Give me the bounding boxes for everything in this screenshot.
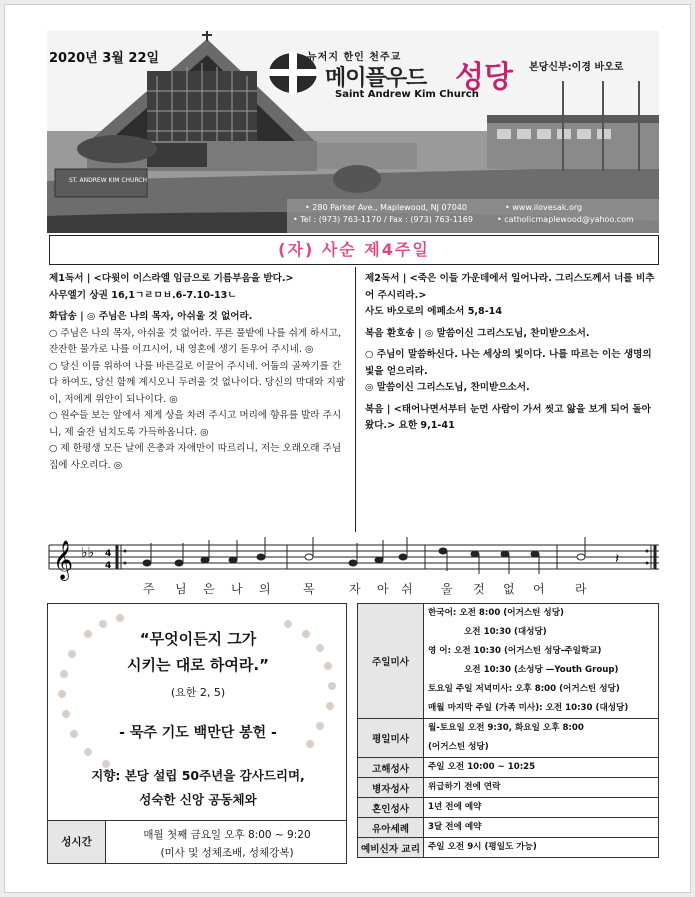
schedule-line: 오전 10:30 (소성당 —Youth Group): [464, 665, 619, 675]
psalm-verse: ○ 당신 이름 위하여 나를 바른길로 이끌어 주시네. 어둡의 골짜기를 간다 하여도, 당신 함께 계시오니 두려울 것 없나이다. 당신의 막대와 지팡이, 저에게 위안이 되나이다. ◎: [49, 360, 346, 405]
church-sign: ST. ANDREW KIM CHURCH: [68, 177, 148, 184]
svg-text:4: 4: [105, 549, 112, 559]
schedule-line: 오전 10:30 (대성당): [464, 627, 547, 637]
column-divider: [355, 267, 356, 532]
schedule-line: 토요일 주일 저녁미사: 오후 8:00 (어거스틴 성당): [428, 684, 620, 694]
psalm-verse: ○ 원수들 보는 앞에서 제게 상을 차려 주시고 머리에 향유를 발라 주시니, 제 술잔 넘치도록 가득하옵니다. ◎: [49, 410, 342, 438]
lyric-syllable: 라: [575, 582, 587, 596]
psalm-heading: 화답송 | ◎ 주님은 나의 목자, 아쉬울 것 없어라.: [49, 311, 253, 322]
acclamation-verse: ○ 주님이 말씀하신다. 나는 세상의 빛이다. 나를 따르는 이는 생명의 빛을 얻으리라.: [365, 349, 652, 377]
schedule-line: 1년 전에 예약: [428, 802, 482, 812]
lyric-syllable: 없: [503, 582, 515, 596]
schedule-value: [424, 838, 659, 858]
schedule-label: 주일미사: [358, 604, 424, 719]
campaign-title: - 묵주 기도 백만단 봉헌 -: [119, 725, 277, 741]
schedule-line: 주일 오전 9시 (평일도 가능): [428, 842, 537, 852]
schedule-line: 한국어: 오전 8:00 (어거스틴 성당): [428, 608, 564, 618]
lyric-syllable: 것: [473, 582, 485, 596]
holy-hour-time: 매월 첫째 금요일 오후 8:00 ~ 9:20: [143, 829, 311, 841]
campaign-goal-2: 성숙한 신앙 공동체와: [139, 792, 257, 807]
mass-schedule-table: [357, 603, 659, 858]
schedule-value: [424, 778, 659, 798]
lyric-syllable: 님: [175, 582, 187, 596]
church-english-name: Saint Andrew Kim Church: [335, 89, 479, 100]
pastor-name: 본당신부:이경 바오로: [529, 62, 624, 73]
campaign-goal-1: 지향: 본당 설립 50주년을 감사드리며,: [91, 768, 305, 783]
reading1-reference: 사무엘기 상권 16,1ㄱㄹㅁㅂ.6-7.10-13ㄴ: [49, 289, 237, 301]
schedule-row: [358, 778, 659, 798]
org-small-name: 뉴저지 한인 천주교: [307, 52, 402, 63]
schedule-label: 예비신자 교리: [358, 838, 424, 858]
schedule-label: 유아세례: [358, 818, 424, 838]
lyric-syllable: 나: [231, 582, 243, 596]
gospel-heading: 복음 | <태어나면서부터 눈먼 사람이 가서 씻고 앓을 보게 되어 돌아왔다.> 요한 9,1-41: [365, 403, 651, 431]
schedule-line: 3달 전에 예약: [428, 822, 482, 832]
lyric-syllable: 아: [377, 582, 389, 596]
bulletin-page: [4, 4, 691, 893]
acclamation-response: ◎ 말씀이신 그리스도님, 찬미받으소서.: [365, 382, 530, 393]
schedule-line: 위급하기 전에 연락: [428, 782, 501, 792]
schedule-line: 월-토요일 오전 9:30, 화요일 오후 8:00: [428, 723, 584, 733]
schedule-value: [424, 604, 659, 719]
quote-reference: (요한 2, 5): [170, 686, 226, 699]
schedule-value: [424, 818, 659, 838]
issue-date: 2020년 3월 22일: [49, 51, 160, 66]
church-name-suffix: 성당: [455, 60, 513, 95]
schedule-row: [358, 719, 659, 758]
website: • www.ilovesak.org: [505, 203, 583, 212]
liturgy-title: (자) 사순 제4주일: [49, 235, 659, 265]
schedule-row: [358, 798, 659, 818]
schedule-label: 고해성사: [358, 758, 424, 778]
psalm-verse: ○ 주님은 나의 목자, 아쉬울 것 없어라. 푸른 풀밭에 나를 쉬게 하시고, 잔잔한 물가로 나를 이끄시어, 내 영혼에 생기 돋우어 주시네. ◎: [49, 327, 342, 355]
schedule-row: [358, 818, 659, 838]
lyric-syllable: 은: [203, 582, 215, 596]
lyric-syllable: 어: [533, 582, 545, 596]
lyric-syllable: 의: [259, 582, 271, 596]
schedule-value: [424, 798, 659, 818]
holy-hour-label: 성시간: [48, 821, 106, 863]
schedule-line: (어거스틴 성당): [428, 742, 489, 752]
reading2-reference: 사도 바오로의 에페소서 5,8-14: [365, 306, 503, 317]
acclamation-heading: 복음 환호송 | ◎ 말씀이신 그리스도님, 찬미받으소서.: [365, 327, 590, 339]
church-name: 메이플우드: [325, 66, 427, 91]
lyric-syllable: 주: [143, 582, 155, 596]
quote-line-1: “무엇이든지 그가: [139, 630, 257, 648]
svg-text:𝄽: 𝄽: [615, 551, 620, 567]
quote-line-2: 시키는 대로 하여라.”: [127, 656, 269, 674]
schedule-line: 주일 오전 10:00 ~ 10:25: [428, 762, 536, 772]
address: • 280 Parker Ave., Maplewood, NJ 07040: [305, 203, 467, 212]
schedule-value: [424, 758, 659, 778]
treble-clef-icon: 𝄞: [53, 540, 74, 580]
readings-right-column: [365, 271, 659, 440]
schedule-label: 평일미사: [358, 719, 424, 758]
schedule-row: [358, 838, 659, 858]
schedule-label: 혼인성사: [358, 798, 424, 818]
holy-hour-box: [47, 820, 347, 864]
readings-left-column: [49, 271, 347, 474]
lyric-syllable: 자: [349, 582, 361, 596]
svg-text:4: 4: [105, 561, 112, 571]
reading2-heading: 제2독서 | <죽은 이들 가운데에서 일어나라. 그리스도께서 너를 비추어 주시리라.>: [365, 273, 655, 301]
schedule-value: [424, 719, 659, 758]
schedule-label: 병자성사: [358, 778, 424, 798]
holy-hour-note: (미사 및 성체조배, 성체강복): [160, 847, 294, 859]
phone-fax: • Tel : (973) 763-1170 / Fax : (973) 763-1169: [293, 215, 473, 224]
rosary-campaign-box: [47, 603, 347, 821]
email: • catholicmaplewood@yahoo.com: [497, 215, 634, 224]
psalm-verse: ○ 제 한평생 모든 날에 은총과 자애만이 따르리니, 저는 오래오래 주님 집에 사오리다. ◎: [49, 443, 342, 471]
lyric-syllable: 울: [441, 582, 453, 596]
music-score: [47, 535, 661, 601]
reading1-heading: 제1독서 | <다윗이 이스라엘 임금으로 기름부음을 받다.>: [49, 273, 294, 284]
schedule-row: [358, 758, 659, 778]
schedule-row: [358, 604, 659, 719]
schedule-line: 영 어: 오전 10:30 (어거스틴 성당-주일학교): [428, 646, 602, 656]
lyric-syllable: 쉬: [401, 582, 413, 596]
schedule-line: 매월 마지막 주일 (가족 미사): 오전 10:30 (대성당): [428, 703, 629, 713]
lyric-syllable: 목: [303, 582, 315, 596]
flat-icon: ♭♭: [81, 545, 95, 561]
